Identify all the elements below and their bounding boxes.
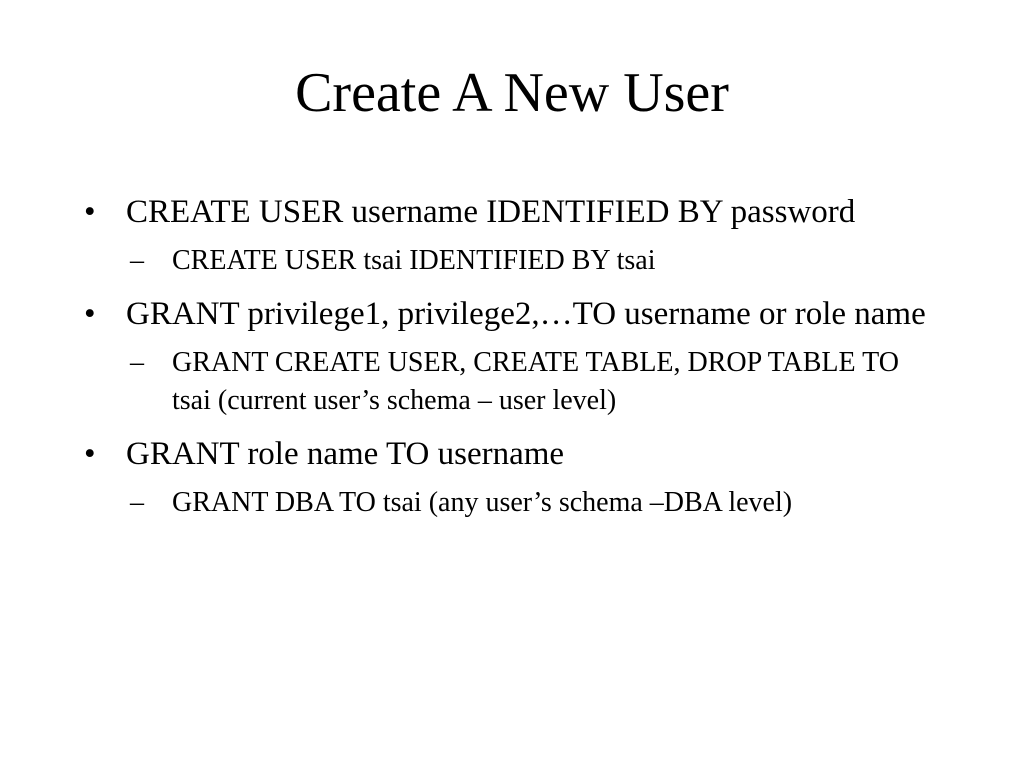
bullet-icon: • [84,436,96,472]
bullet-item [84,432,944,476]
bullet-text: CREATE USER username IDENTIFIED BY password [126,194,856,230]
sub-bullet-item [130,484,944,522]
sub-bullet-item [130,344,944,420]
sub-bullet-item [130,242,944,280]
sub-bullet-text: GRANT DBA TO tsai (any user’s schema –DBA level) [172,487,793,518]
slide-title: Create A New User [295,62,729,124]
sub-bullet-text: CREATE USER tsai IDENTIFIED BY tsai [172,245,656,276]
bullet-item [84,190,944,234]
bullet-item [84,292,944,336]
dash-icon: – [130,487,144,518]
bullet-icon: • [84,296,96,332]
bullet-text: GRANT privilege1, privilege2,…TO username or role name [126,296,926,332]
sub-bullet-text: GRANT CREATE USER, CREATE TABLE, DROP TABLE TO tsai (current user’s schema – user level) [172,347,899,416]
bullet-list [84,190,944,534]
dash-icon: – [130,245,144,276]
bullet-icon: • [84,194,96,230]
bullet-text: GRANT role name TO username [126,436,565,472]
dash-icon: – [130,347,144,378]
